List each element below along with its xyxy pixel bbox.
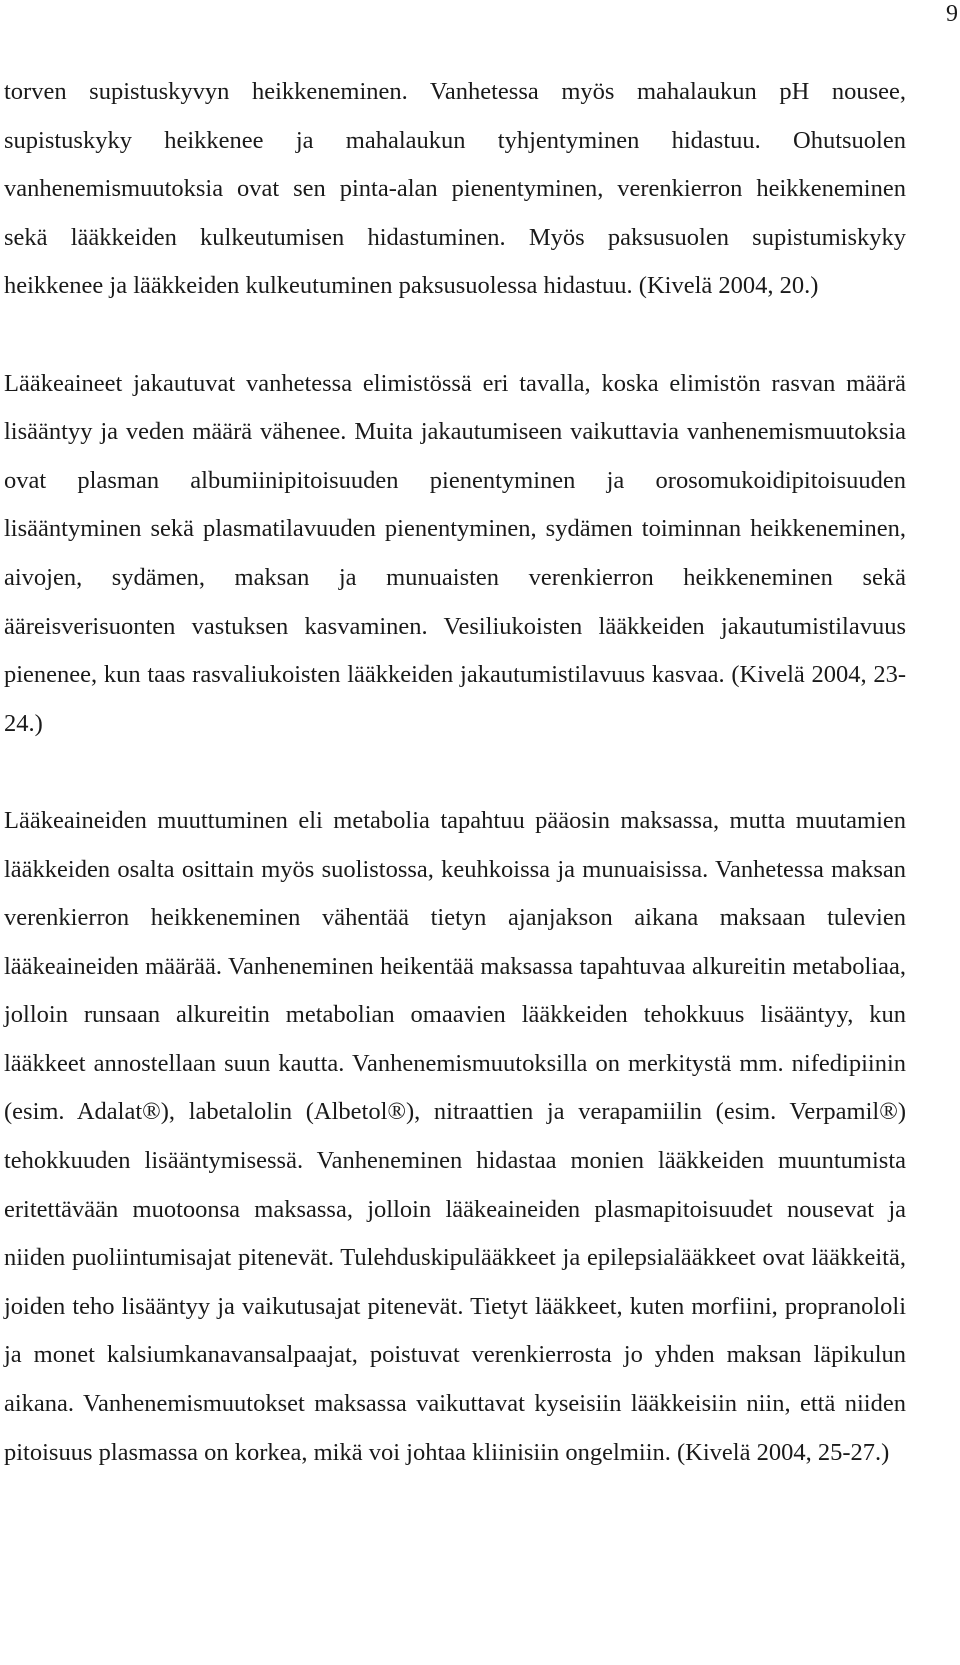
paragraph-metabolism: Lääkeaineiden muuttuminen eli metabolia tapahtuu pääosin maksassa, mutta muutamien lääkkeiden osalta osittain myös suolistossa, keuhkoissa ja munuaisissa. Vanhetessa maksan verenkierron heikkeneminen vähentää tietyn ajanjakson aikana maksaan tulevien lääkeaineiden määrää. Vanheneminen heikentää maksassa tapahtuvaa alkureitin metaboliaa, jolloin runsaan alkureitin metabolian omaavien lääkkeiden tehokkuus lisääntyy, kun lääkkeet annostellaan suun kautta. Vanhenemismuutoksilla on merkitystä mm. nifedipiinin (esim. Adalat®), labetalolin (Albetol®), nitraattien ja verapamiilin (esim. Verpamil®) tehokkuuden lisääntymisessä. Vanheneminen hidastaa monien lääkkeiden muuntumista eritettävään muotoonsa maksassa, jolloin lääkeaineiden plasmapitoisuudet nousevat ja niiden puoliintumisajat pitenevät. Tulehduskipulääkkeet ja epilepsialääkkeet ovat lääkkeitä, joiden teho lisääntyy ja vaikutusajat pitenevät. Tietyt lääkkeet, kuten morfiini, propranololi ja monet kalsiumkanavansalpaajat, poistuvat verenkierrosta jo yhden maksan läpikulun aikana. Vanhenemismuutokset maksassa vaikuttavat kyseisiin lääkkeisiin niin, että niiden pitoisuus plasmassa on korkea, mikä voi johtaa kliinisiin ongelmiin. (Kivelä 2004, 25-27.) (4, 806, 906, 1466)
document-body (4, 68, 906, 1477)
paragraph-absorption: torven supistuskyvyn heikkeneminen. Vanhetessa myös mahalaukun pH nousee, supistuskyky heikkenee ja mahalaukun tyhjentyminen hidastuu. Ohutsuolen vanhenemismuutoksia ovat sen pinta-alan pienentyminen, verenkierron heikkeneminen sekä lääkkeiden kulkeutumisen hidastuminen. Myös paksusuolen supistumiskyky heikkenee ja lääkkeiden kulkeutuminen paksusuolessa hidastuu. (Kivelä 2004, 20.) (4, 78, 906, 300)
page-number: 9 (946, 1, 958, 27)
paragraph-distribution: Lääkeaineet jakautuvat vanhetessa elimistössä eri tavalla, koska elimistön rasvan määrä lisääntyy ja veden määrä vähenee. Muita jakautumiseen vaikuttavia vanhenemismuutoksia ovat plasman albumiinipitoisuuden pienentyminen ja orosomukoidipitoisuuden lisääntyminen sekä plasmatilavuuden pienentyminen, sydämen toiminnan heikkeneminen, aivojen, sydämen, maksan ja munuaisten verenkierron heikkeneminen sekä ääreisverisuonten vastuksen kasvaminen. Vesiliukoisten lääkkeiden jakautumistilavuus pienenee, kun taas rasvaliukoisten lääkkeiden jakautumistilavuus kasvaa. (Kivelä 2004, 23-24.) (4, 369, 906, 737)
